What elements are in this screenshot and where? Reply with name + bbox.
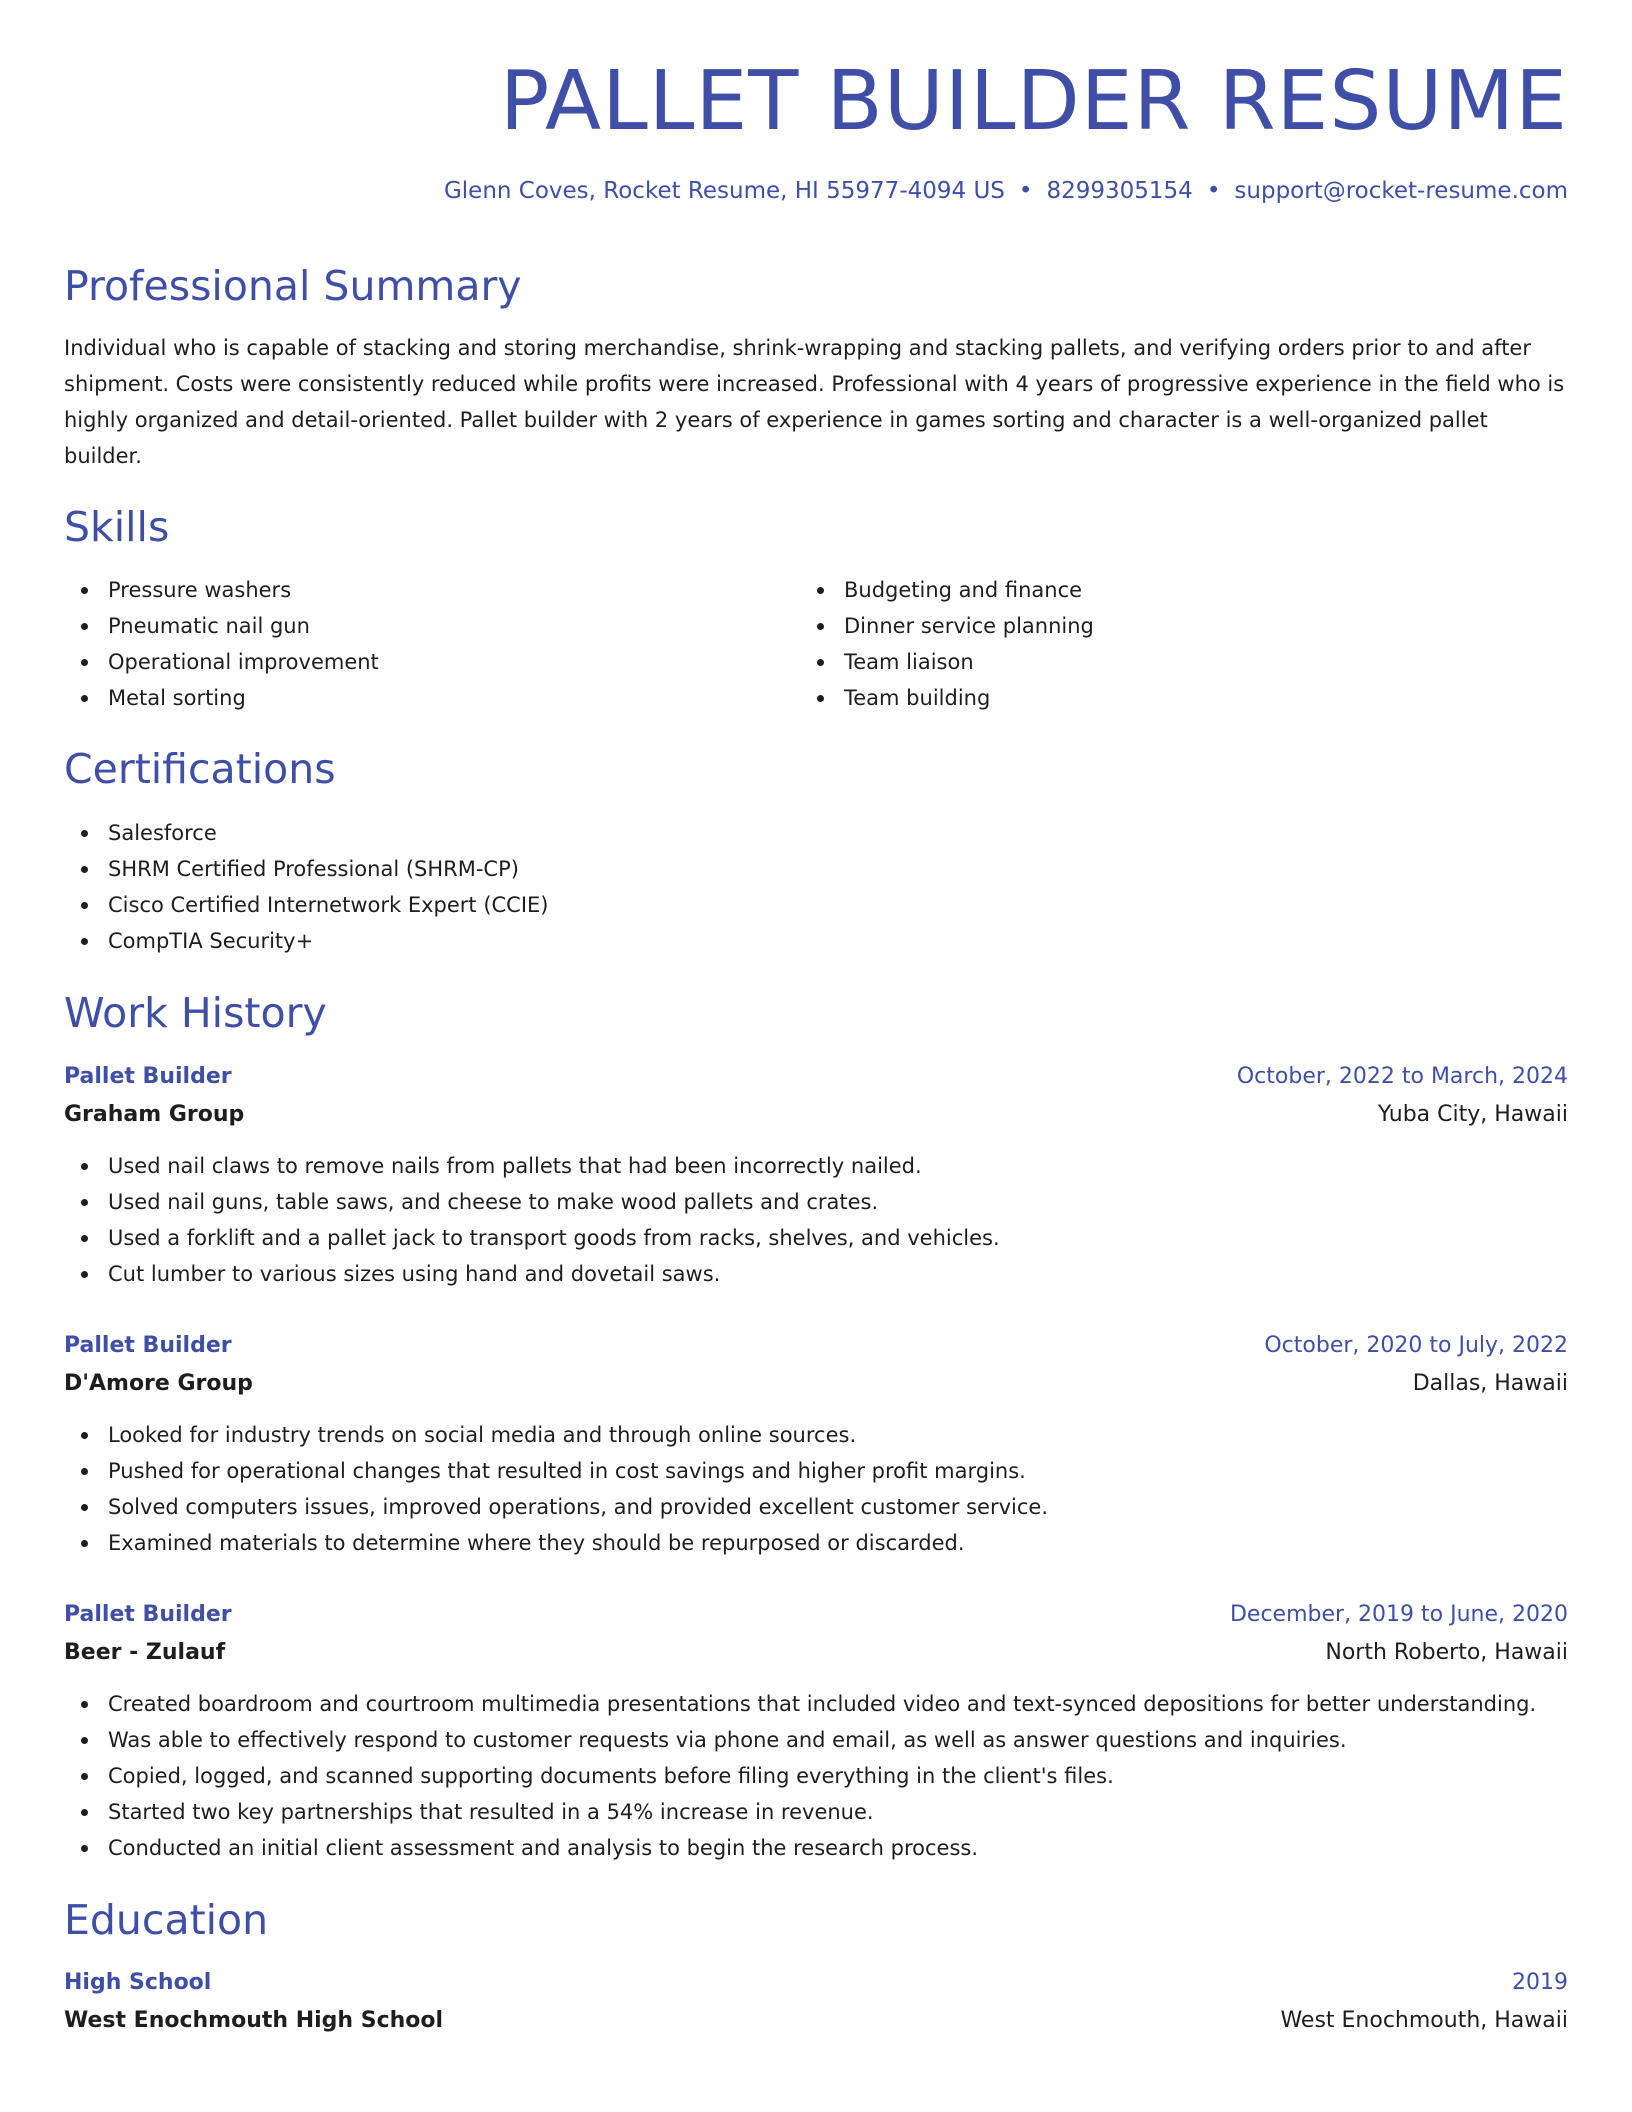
education-year: 2019 bbox=[1512, 1970, 1568, 1995]
job-bullet: Used a forklift and a pallet jack to transport goods from racks, shelves, and vehicles. bbox=[64, 1220, 1568, 1256]
job-title: Pallet Builder bbox=[64, 1333, 232, 1358]
job-bullet: Started two key partnerships that resulted in a 54% increase in revenue. bbox=[64, 1794, 1568, 1830]
job-bullet: Pushed for operational changes that resulted in cost savings and higher profit margins. bbox=[64, 1453, 1568, 1489]
education-degree: High School bbox=[64, 1970, 212, 1995]
skills-column-left bbox=[64, 572, 800, 716]
job-bullet: Examined materials to determine where they should be repurposed or discarded. bbox=[64, 1525, 1568, 1561]
job-location: Yuba City, Hawaii bbox=[1377, 1102, 1568, 1127]
job-company: Graham Group bbox=[64, 1102, 245, 1127]
job-title: Pallet Builder bbox=[64, 1064, 232, 1089]
certification-item: CompTIA Security+ bbox=[64, 923, 1568, 959]
summary-text: Individual who is capable of stacking and storing merchandise, shrink-wrapping and stacking pallets, and verifying orders prior to and after shipment. Costs were consistently reduced while profits were increased. Professional with 4 years of progressive experience in the field who is highly organized and detail-oriented. Pallet builder with 2 years of experience in games sorting and character is a well-organized pallet builder. bbox=[64, 336, 1565, 468]
job-bullet: Solved computers issues, improved operations, and provided excellent customer service. bbox=[64, 1489, 1568, 1525]
job-header-row bbox=[64, 1596, 1568, 1634]
contact-address: Glenn Coves, Rocket Resume, HI 55977-4094 US bbox=[443, 178, 1005, 204]
education-location: West Enochmouth, Hawaii bbox=[1280, 2008, 1568, 2033]
education-heading: Education bbox=[64, 1896, 269, 1944]
contact-phone[interactable]: 8299305154 bbox=[1046, 178, 1193, 204]
job-company: D'Amore Group bbox=[64, 1371, 253, 1396]
education-school-row bbox=[64, 2002, 1568, 2040]
job-bullets bbox=[64, 1417, 1568, 1561]
job-company-row bbox=[64, 1096, 1568, 1134]
skill-item: Pneumatic nail gun bbox=[64, 608, 800, 644]
skill-item: Metal sorting bbox=[64, 680, 800, 716]
job-title: Pallet Builder bbox=[64, 1602, 232, 1627]
job-bullet: Used nail claws to remove nails from pallets that had been incorrectly nailed. bbox=[64, 1148, 1568, 1184]
job-dates: October, 2022 to March, 2024 bbox=[1236, 1064, 1568, 1089]
job-entry bbox=[64, 1058, 1568, 1292]
skills-heading: Skills bbox=[64, 503, 170, 551]
summary-heading: Professional Summary bbox=[64, 262, 522, 310]
certifications-list bbox=[64, 815, 1568, 959]
skill-item: Team liaison bbox=[800, 644, 1536, 680]
job-bullet: Conducted an initial client assessment and analysis to begin the research process. bbox=[64, 1830, 1568, 1866]
job-header-row bbox=[64, 1327, 1568, 1365]
education-school: West Enochmouth High School bbox=[64, 2008, 444, 2033]
skills-list bbox=[64, 572, 1568, 716]
job-company-row bbox=[64, 1365, 1568, 1403]
job-company: Beer - Zulauf bbox=[64, 1640, 226, 1665]
job-bullet: Cut lumber to various sizes using hand and dovetail saws. bbox=[64, 1256, 1568, 1292]
certifications-heading: Certifications bbox=[64, 745, 336, 793]
contact-line bbox=[444, 178, 1568, 204]
resume-title: PALLET BUILDER RESUME bbox=[499, 54, 1568, 149]
contact-email[interactable]: support@rocket-resume.com bbox=[1234, 178, 1568, 204]
skill-item: Team building bbox=[800, 680, 1536, 716]
job-location: Dallas, Hawaii bbox=[1412, 1371, 1568, 1396]
job-location: North Roberto, Hawaii bbox=[1325, 1640, 1568, 1665]
job-dates: October, 2020 to July, 2022 bbox=[1264, 1333, 1568, 1358]
skill-item: Budgeting and finance bbox=[800, 572, 1536, 608]
job-dates: December, 2019 to June, 2020 bbox=[1229, 1602, 1568, 1627]
contact-separator: • bbox=[1206, 178, 1221, 204]
education-header-row bbox=[64, 1964, 1568, 2002]
job-bullets bbox=[64, 1686, 1568, 1866]
skill-item: Pressure washers bbox=[64, 572, 800, 608]
job-bullet: Created boardroom and courtroom multimedia presentations that included video and text-synced depositions for better understanding. bbox=[64, 1686, 1568, 1722]
job-header-row bbox=[64, 1058, 1568, 1096]
certification-item: Cisco Certified Internetwork Expert (CCIE) bbox=[64, 887, 1568, 923]
job-company-row bbox=[64, 1634, 1568, 1672]
skill-item: Operational improvement bbox=[64, 644, 800, 680]
contact-separator: • bbox=[1018, 178, 1033, 204]
skills-column-right bbox=[800, 572, 1536, 716]
certification-item: SHRM Certified Professional (SHRM-CP) bbox=[64, 851, 1568, 887]
job-bullets bbox=[64, 1148, 1568, 1292]
job-entry bbox=[64, 1596, 1568, 1866]
job-entry bbox=[64, 1327, 1568, 1561]
work-history-heading: Work History bbox=[64, 989, 327, 1037]
skill-item: Dinner service planning bbox=[800, 608, 1536, 644]
job-bullet: Used nail guns, table saws, and cheese to make wood pallets and crates. bbox=[64, 1184, 1568, 1220]
job-bullet: Looked for industry trends on social media and through online sources. bbox=[64, 1417, 1568, 1453]
job-bullet: Was able to effectively respond to customer requests via phone and email, as well as answer questions and inquiries. bbox=[64, 1722, 1568, 1758]
job-bullet: Copied, logged, and scanned supporting documents before filing everything in the client's files. bbox=[64, 1758, 1568, 1794]
education-entry bbox=[64, 1964, 1568, 2040]
certification-item: Salesforce bbox=[64, 815, 1568, 851]
